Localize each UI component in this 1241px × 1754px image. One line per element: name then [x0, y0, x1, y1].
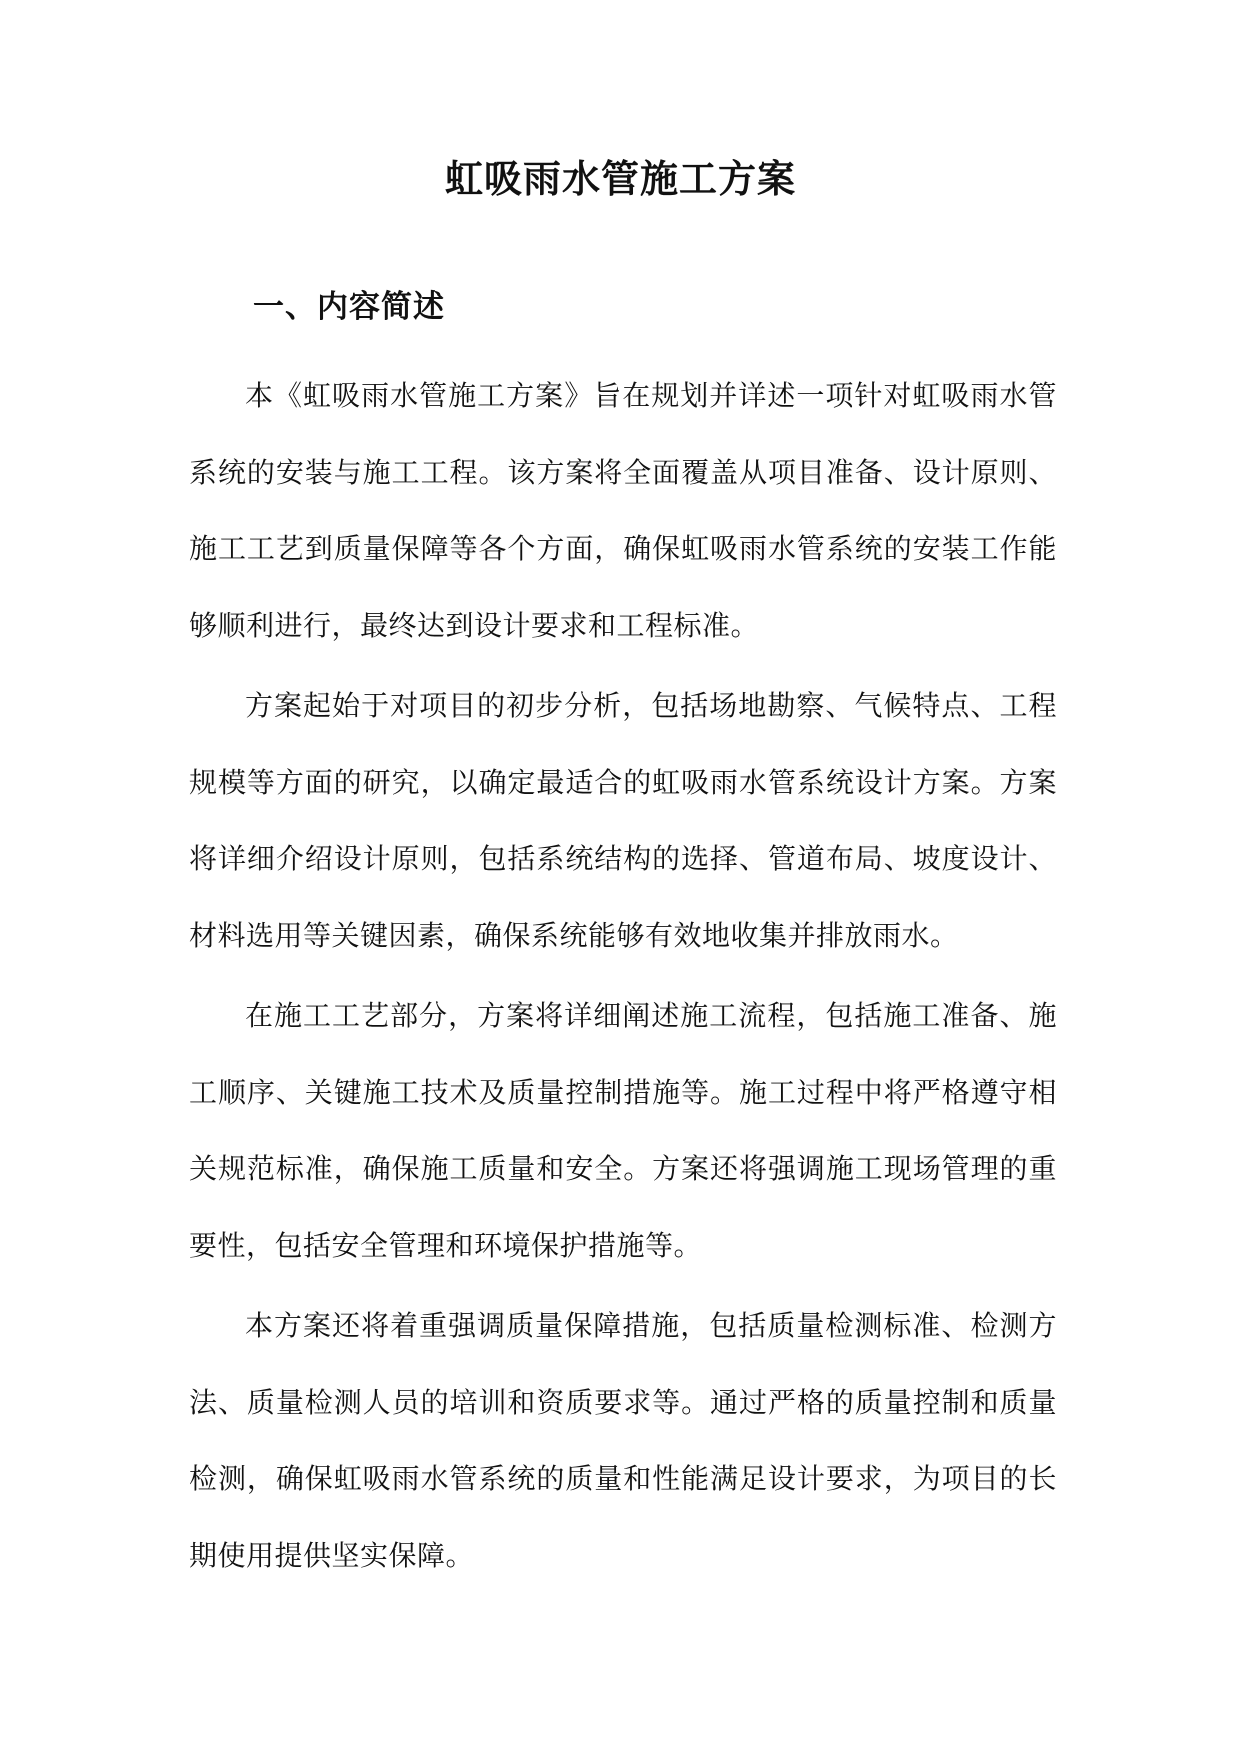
document-title: 虹吸雨水管施工方案	[444, 156, 796, 201]
paragraph-1: 本《虹吸雨水管施工方案》旨在规划并详述一项针对虹吸雨水管系统的安装与施工工程。该方案将全面覆盖从项目准备、设计原则、施工工艺到质量保障等各个方面，确保虹吸雨水管系统的安装工作能够顺利进行，最终达到设计要求和工程标准。	[189, 379, 1057, 642]
paragraph-2: 方案起始于对项目的初步分析，包括场地勘察、气候特点、工程规模等方面的研究，以确定最适合的虹吸雨水管系统设计方案。方案将详细介绍设计原则，包括系统结构的选择、管道布局、坡度设计、材料选用等关键因素，确保系统能够有效地收集并排放雨水。	[189, 689, 1057, 952]
paragraph-4: 本方案还将着重强调质量保障措施，包括质量检测标准、检测方法、质量检测人员的培训和资质要求等。通过严格的质量控制和质量检测，确保虹吸雨水管系统的质量和性能满足设计要求，为项目的长期使用提供坚实保障。	[189, 1309, 1057, 1572]
paragraph-3: 在施工工艺部分，方案将详细阐述施工流程，包括施工准备、施工顺序、关键施工技术及质量控制措施等。施工过程中将严格遵守相关规范标准，确保施工质量和安全。方案还将强调施工现场管理的重要性，包括安全管理和环境保护措施等。	[189, 999, 1057, 1262]
body-text	[189, 358, 1057, 1598]
section-heading: 一、内容简述	[253, 289, 445, 325]
